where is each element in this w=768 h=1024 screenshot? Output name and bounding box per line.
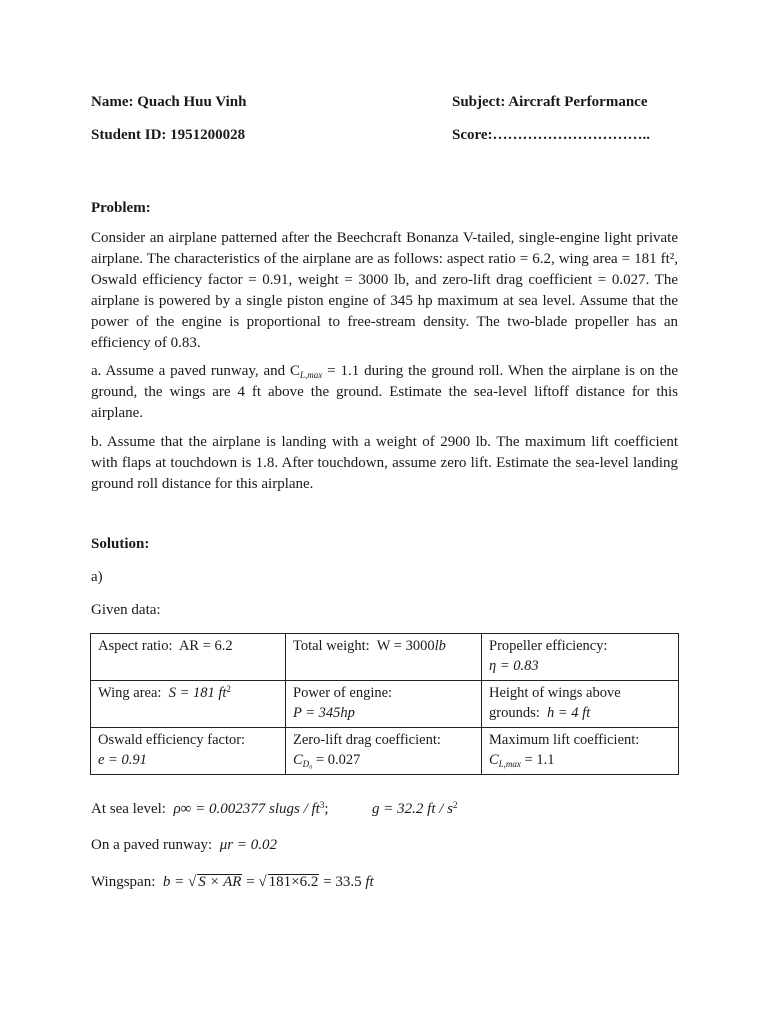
weight-label: Total weight: bbox=[293, 638, 370, 654]
wingspan-result: = 33.5 bbox=[323, 874, 362, 890]
problem-statement: Consider an airplane patterned after the Beechcraft Bonanza V-tailed, single-engine light private airplane. The characteristics of the airplane are as follows: aspect ratio = 6.2, wing area = 181 ft², Oswald efficiency factor = 0.91, weight = 3000 lb, and zero-lift drag coefficient = 0.027. The airplane is powered by a single piston engine of 345 hp maximum at sea level. Assume that the power of the engine is proportional to free-stream density. The two-blade propeller has an efficiency of 0.83. bbox=[91, 230, 678, 351]
student-id: Student ID: 1951200028 bbox=[91, 127, 246, 143]
table-cell bbox=[286, 681, 482, 728]
sea-level-label: At sea level: bbox=[91, 801, 166, 817]
subject: Subject: Aircraft Performance bbox=[452, 94, 648, 110]
max-lift-value: = 1.1 bbox=[520, 752, 555, 768]
wing-area-value: S = 181 bbox=[168, 685, 215, 701]
table-cell bbox=[286, 634, 482, 681]
wing-area-label: Wing area: bbox=[98, 685, 162, 701]
wingspan-label: Wingspan: bbox=[91, 874, 156, 890]
propeller-efficiency-label: Propeller efficiency: bbox=[489, 638, 608, 654]
table-cell bbox=[482, 681, 679, 728]
sea-level-line: At sea level: ρ∞ = 0.002377 slugs / $ft^3$; g = 32.2 ft / $s^2$ bbox=[91, 800, 458, 817]
table-cell bbox=[286, 728, 482, 775]
student-name: Name: Quach Huu Vinh bbox=[91, 94, 247, 110]
aspect-ratio-value: AR = 6.2 bbox=[178, 638, 233, 654]
problem-part-b: b. Assume that the airplane is landing with a weight of 2900 lb. The maximum lift coefficient with flaps at touchdown is 1.8. After touchdown, assume zero lift. Estimate the sea-level landing ground roll distance for this airplane. bbox=[91, 434, 678, 492]
wingspan-radicand-1: S × AR bbox=[198, 874, 242, 890]
table-cell bbox=[482, 634, 679, 681]
wingspan-unit: ft bbox=[365, 874, 374, 890]
zero-lift-drag-label: Zero-lift drag coefficient: bbox=[293, 732, 441, 748]
zero-lift-drag-value: = 0.027 bbox=[312, 752, 361, 768]
given-data-table bbox=[90, 633, 679, 775]
cl-max-subscript: L,max bbox=[300, 370, 323, 380]
max-lift-symbol: C bbox=[489, 752, 499, 768]
engine-power-value: P = 345 bbox=[293, 705, 341, 721]
solution-heading: Solution: bbox=[91, 536, 150, 552]
max-lift-label: Maximum lift coefficient: bbox=[489, 732, 640, 748]
oswald-factor-value: e = 0.91 bbox=[98, 752, 147, 768]
problem-part-a bbox=[91, 361, 678, 424]
table-row bbox=[91, 728, 679, 775]
engine-power-label: Power of engine: bbox=[293, 685, 393, 701]
table-cell bbox=[91, 634, 286, 681]
engine-power-unit: hp bbox=[340, 705, 355, 721]
oswald-factor-label: Oswald efficiency factor: bbox=[98, 732, 246, 748]
wingspan-line: Wingspan: b = √ S × AR = √ 181×6.2 = 33.5 ft bbox=[91, 874, 374, 890]
table-cell bbox=[482, 728, 679, 775]
zero-lift-drag-symbol: C bbox=[293, 752, 303, 768]
wingspan-radicand-2: 181×6.2 bbox=[268, 874, 319, 890]
wing-height-unit: ft bbox=[582, 705, 591, 721]
part-a-label: a) bbox=[91, 569, 103, 585]
weight-value: W = 3000 bbox=[376, 638, 435, 654]
gravity-unit: ft / s bbox=[427, 801, 453, 817]
aspect-ratio-label: Aspect ratio: bbox=[98, 638, 173, 654]
gravity: g = 32.2 bbox=[372, 801, 424, 817]
table-row bbox=[91, 681, 679, 728]
wing-height-value: h = 4 bbox=[547, 705, 579, 721]
runway-label: On a paved runway: bbox=[91, 837, 213, 853]
score-field: Score:………………………….. bbox=[452, 127, 651, 143]
part-a-text-start: a. Assume a paved runway, and C bbox=[91, 363, 301, 379]
wing-height-label: Height of wings above grounds: bbox=[489, 685, 621, 721]
table-cell bbox=[91, 728, 286, 775]
part-a-text-end: = 1.1 during the ground roll. When the airplane is on the ground, the wings are 4 ft above the ground. Estimate the sea-level liftoff distance for this airplane. bbox=[91, 363, 678, 421]
rolling-friction: μr = 0.02 bbox=[219, 837, 277, 853]
wing-area-unit: ft bbox=[218, 685, 227, 701]
air-density: ρ∞ = 0.002377 bbox=[173, 801, 266, 817]
table-cell: Wing area: S = 181 $ft^2$ bbox=[91, 681, 286, 728]
weight-unit: lb bbox=[434, 638, 446, 654]
wingspan-symbol: b = bbox=[162, 874, 185, 890]
table-row bbox=[91, 634, 679, 681]
air-density-unit: slugs / ft bbox=[269, 801, 320, 817]
zero-lift-drag-subscript: D₀ bbox=[302, 759, 313, 769]
runway-line bbox=[91, 837, 277, 854]
propeller-efficiency-value: η = 0.83 bbox=[489, 658, 539, 674]
given-data-label: Given data: bbox=[91, 602, 161, 618]
problem-heading: Problem: bbox=[91, 200, 151, 216]
max-lift-subscript: L,max bbox=[498, 759, 521, 769]
